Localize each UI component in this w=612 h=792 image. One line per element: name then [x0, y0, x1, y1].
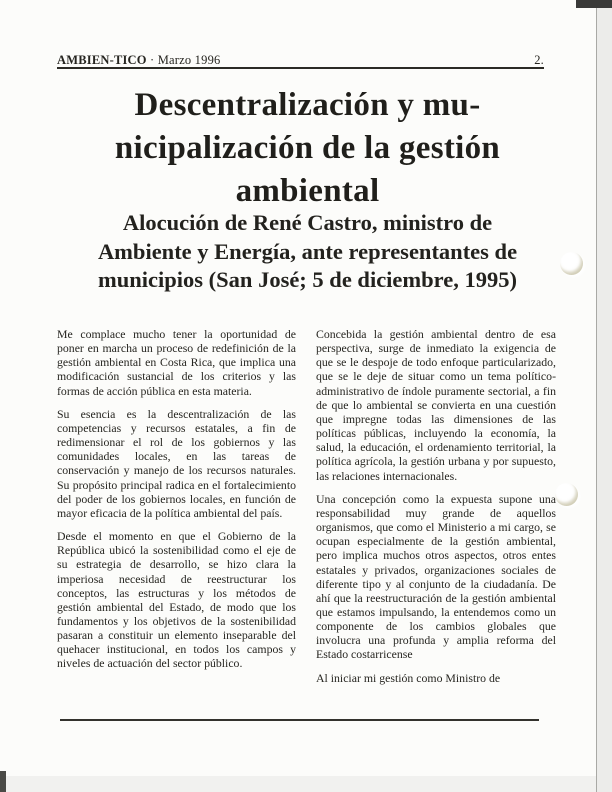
body-paragraph: Una concepción como la expuesta supone una responsabilidad muy grande de aquellos organismos, que como el Ministerio a mi cargo, se ocupan especialmente de la gestión ambiental, pero implica muchos otros aspectos, otros entes estatales y privados, organizaciones sociales de diferente tipo y al conjunto de la ciudadanía. De ahí que la reestructuración de la gestión ambiental que estamos impulsando, la entendemos como un componente de los cambios globales que involucra una profunda y amplia reforma del Estado costarricense [316, 491, 556, 662]
subtitle-line-3: municipios (San José; 5 de diciembre, 1995) [98, 267, 517, 292]
article-title [45, 84, 570, 213]
header-separator: · [146, 53, 158, 67]
header-rule [57, 67, 544, 69]
body-column-left [57, 327, 296, 680]
page-edge-shadow [596, 0, 612, 792]
body-paragraph: Su esencia es la descentralización de las competencias y recursos estatales, a fin de redimensionar el rol de los gobiernos y las comunidades locales, en las tareas de conservación y manejo de los recursos naturales. Su propósito principal radica en el fortalecimiento del poder de los gobiernos locales, en función de mayor eficacia de la política ambiental del país. [57, 406, 296, 520]
title-line-1: Descentralización y mu- [134, 87, 481, 123]
body-paragraph: Concebida la gestión ambiental dentro de esa perspectiva, surge de inmediato la exigencia de que se le despoje de todo enfoque particularizado, que se le deje de situar como un tema político-administrativo de índole puramente sectorial, a fin de que lo ambiental se convierta en una cuestión que impregne todas las dimensiones de las políticas públicas, incluyendo la economía, la salud, la educación, el ordenamiento territorial, la política agrícola, la gestión urbana y por supuesto, las relaciones internacionales. [316, 327, 556, 483]
scan-corner-mark-top-right [576, 0, 612, 8]
hole-punch-bottom [555, 483, 578, 506]
body-paragraph: Al iniciar mi gestión como Ministro de [316, 670, 501, 685]
issue-date: Marzo 1996 [157, 53, 221, 67]
article-subtitle [45, 209, 570, 295]
title-line-3: ambiental [235, 173, 380, 209]
body-paragraph: Desde el momento en que el Gobierno de la República ubicó la sostenibilidad como el eje de su estrategia de desarrollo, se hizo clara la imperiosa necesidad de reestructurar los conceptos, las estructuras y los métodos de gestión ambiental del Estado, de modo que los fundamentos y los objetivos de la sostenibilidad pasaran a constituir un elemento inseparable del quehacer institucional, en todos los campos y niveles de actuación del sector público. [57, 529, 296, 671]
scan-corner-mark-bottom-left [0, 771, 6, 792]
page-number: 2. [534, 53, 544, 67]
footer-rule [60, 719, 539, 721]
subtitle-line-2: Ambiente y Energía, ante representantes de [97, 238, 518, 264]
subtitle-line-1: Alocución de René Castro, ministro de [122, 210, 493, 235]
page-header [57, 53, 544, 68]
title-line-2: nicipalización de la gestión [114, 130, 501, 166]
body-paragraph: Me complace mucho tener la oportunidad de poner en marcha un proceso de redefinición de la gestión ambiental en Costa Rica, que implica una modificación sustancial de los criterios y las formas de acción pública en esta materia. [57, 327, 296, 398]
scan-bottom-shading [0, 776, 612, 792]
header-left [57, 53, 220, 68]
magazine-name: AMBIEN-TICO [57, 53, 147, 67]
body-column-right [316, 327, 556, 694]
